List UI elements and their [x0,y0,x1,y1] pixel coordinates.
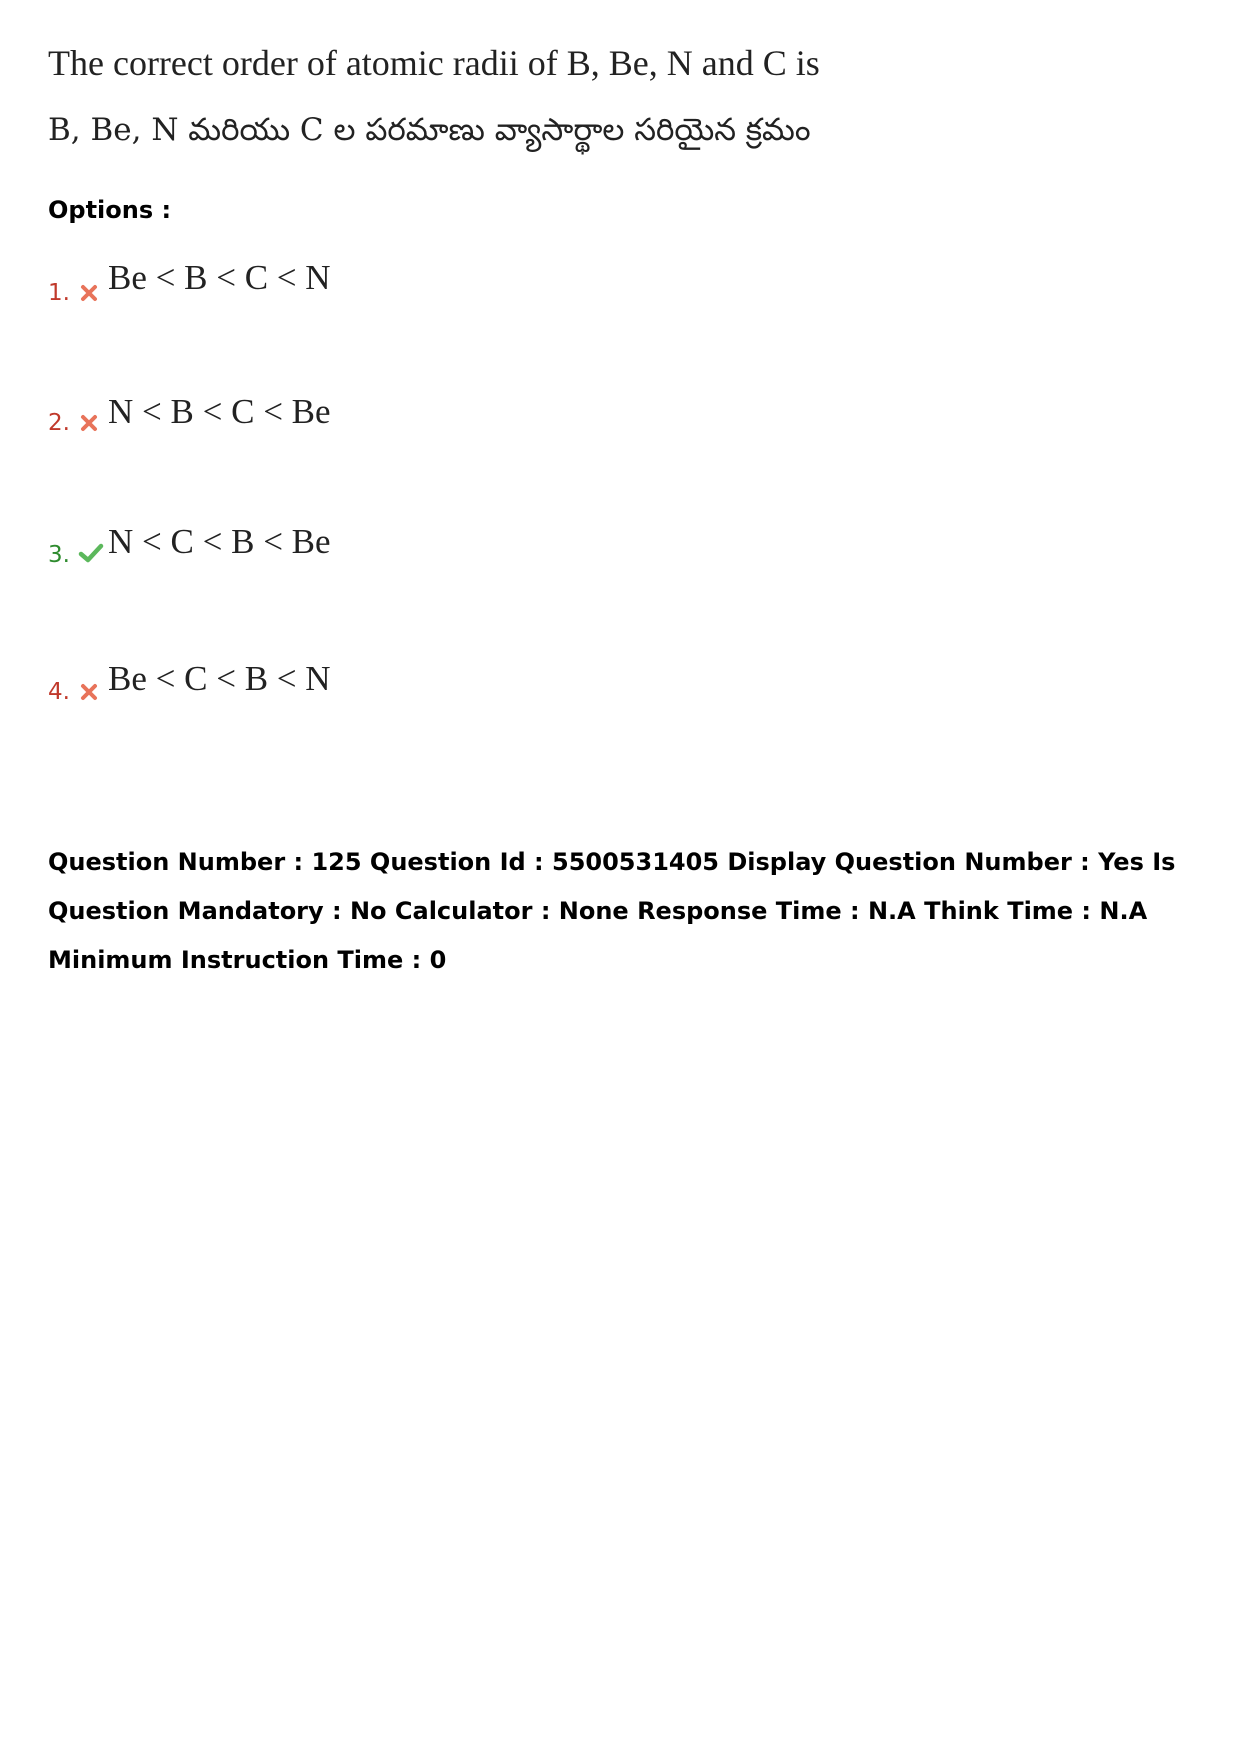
options-label: Options : [48,196,172,224]
question-metadata: Question Number : 125 Question Id : 5500531405 Display Question Number : Yes Is Question Mandatory : No Calculator : None Response Time : N.A Think Time : N.A Minimum Instruction Time : 0 [48,848,1176,974]
option-number: 1. [48,280,70,306]
option-number: 3. [48,542,70,568]
option-text: N < C < B < Be [108,522,331,561]
option-text: Be < B < C < N [108,258,331,297]
option-number: 2. [48,410,70,436]
check-icon [78,542,104,564]
cross-icon [78,282,100,304]
option-text: Be < C < B < N [108,659,331,698]
option-number: 4. [48,679,70,705]
cross-icon [78,412,100,434]
question-text-english: The correct order of atomic radii of B, Be, N and C is [48,43,820,83]
question-text-telugu: B, Be, N మరియు C ల పరమాణు వ్యాసార్థాల సరియైన క్రమం [48,112,811,148]
cross-icon [78,681,100,703]
option-text: N < B < C < Be [108,392,331,431]
